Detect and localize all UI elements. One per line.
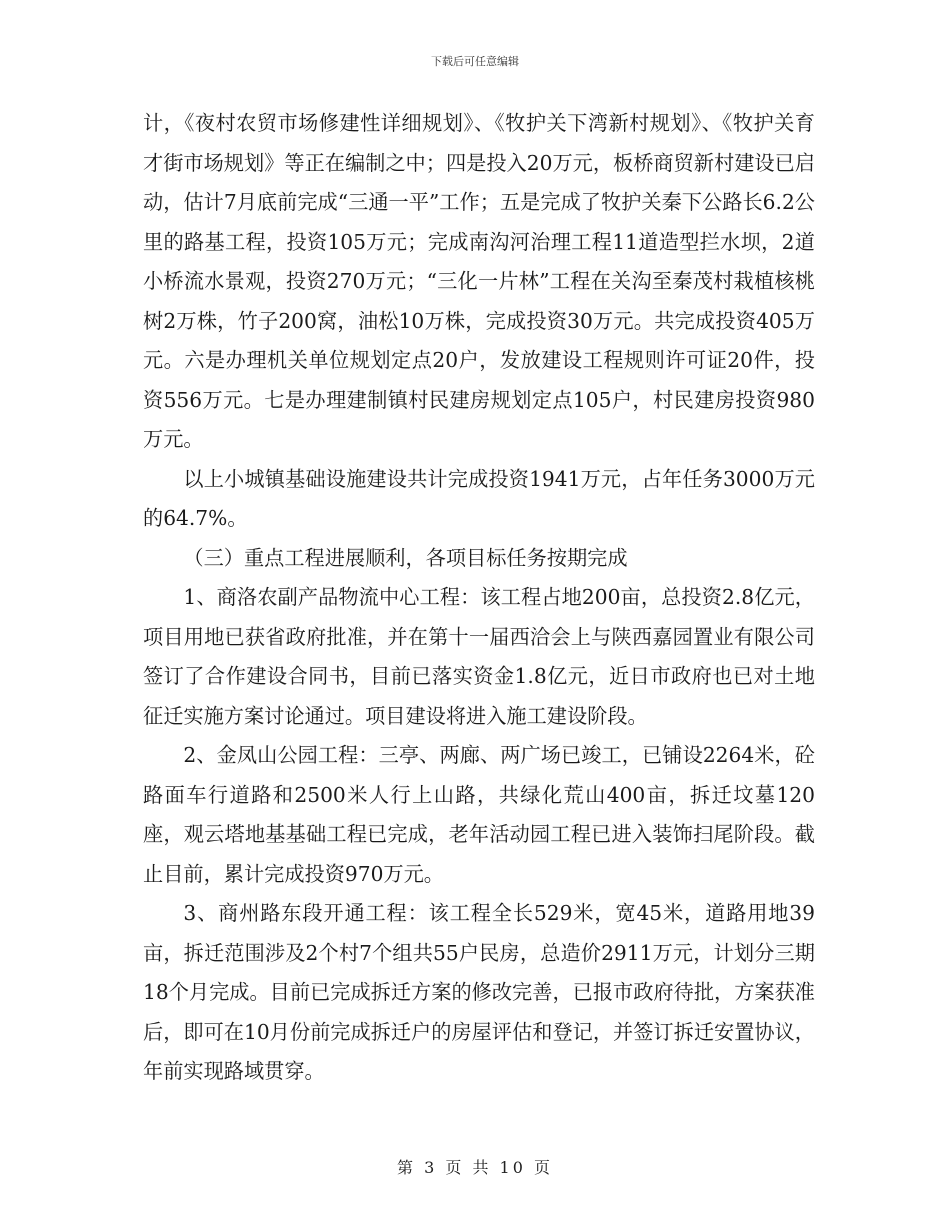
paragraph-shangzhou-road: 3、商州路东段开通工程：该工程全长529米，宽45米，道路用地39亩，拆迁范围涉及2个村7个组共55户民房，总造价2911万元，计划分三期18个月完成。目前已完成拆迁方案的修改完善，已报市政府待批，方案获准后，即可在10月份前完成拆迁户的房屋评估和登记，并签订拆迁安置协议，年前实现路域贯穿。	[143, 901, 815, 1083]
page-number-footer: 第 3 页 共 10 页	[397, 1158, 553, 1177]
paragraph-jinfengshan-park: 2、金凤山公园工程：三亭、两廊、两广场已竣工，已铺设2264米，砼路面车行道路和2500米人行上山路，共绿化荒山400亩，拆迁坟墓120座，观云塔地基基础工程已完成，老年活动园工程已进入装饰扫尾阶段。截止目前，累计完成投资970万元。	[143, 743, 815, 886]
page-header: 下载后可任意编辑	[431, 55, 519, 68]
paragraph-infrastructure-total: 以上小城镇基础设施建设共计完成投资1941万元，占年任务3000万元的64.7%。	[143, 466, 815, 530]
paragraph-logistics-center: 1、商洛农副产品物流中心工程：该工程占地200亩，总投资2.8亿元，项目用地已获省政府批准，并在第十一届西洽会上与陕西嘉园置业有限公司签订了合作建设合同书，目前已落实资金1.8亿元，近日市政府也已对土地征迁实施方案讨论通过。项目建设将进入施工建设阶段。	[143, 585, 815, 728]
document-body	[143, 104, 815, 1092]
paragraph-planning-investments: 计，《夜村农贸市场修建性详细规划》、《牧护关下湾新村规划》、《牧护关育才街市场规划》等正在编制之中；四是投入20万元，板桥商贸新村建设已启动，估计7月底前完成“三通一平”工作；五是完成了牧护关秦下公路长6.2公里的路基工程，投资105万元；完成南沟河治理工程11道造型拦水坝，2道小桥流水景观，投资270万元；“三化一片林”工程在关沟至秦茂村栽植核桃树2万株，竹子200窝，油松10万株，完成投资30万元。共完成投资405万元。六是办理机关单位规划定点20户，发放建设工程规则许可证20件，投资556万元。七是办理建制镇村民建房规划定点105户，村民建房投资980万元。	[143, 111, 815, 451]
section-heading-key-projects: （三）重点工程进展顺利，各项目标任务按期完成	[183, 545, 628, 570]
